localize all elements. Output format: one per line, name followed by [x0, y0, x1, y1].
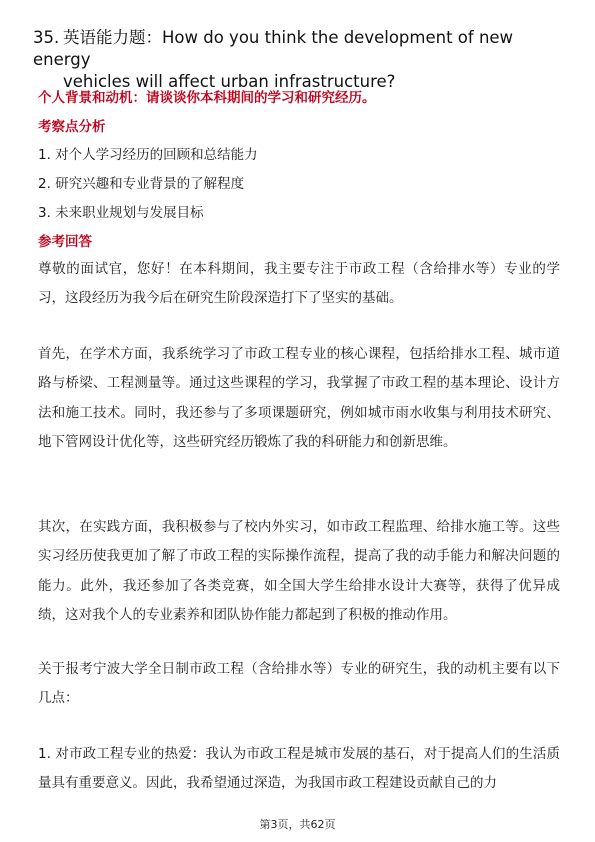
- analysis-item: 2. 研究兴趣和专业背景的了解程度: [38, 176, 245, 192]
- answer-heading: 参考回答: [38, 234, 92, 250]
- question-line-1: 英语能力题：How do you think the development of new energy: [33, 28, 514, 69]
- answer-paragraph: 关于报考宁波大学全日制市政工程（含给排水等）专业的研究生，我的动机主要有以下几点：: [38, 661, 560, 707]
- answer-paragraph: 尊敬的面试官，您好！在本科期间，我主要专注于市政工程（含给排水等）专业的学习，这段经历为我今后在研究生阶段深造打下了坚实的基础。: [38, 261, 560, 307]
- question-title: [33, 27, 563, 93]
- analysis-item: 3. 未来职业规划与发展目标: [38, 205, 204, 221]
- question-number: 35.: [33, 28, 60, 47]
- answer-paragraph: 1. 对市政工程专业的热爱：我认为市政工程是城市发展的基石，对于提高人们的生活质量具有重要意义。因此，我希望通过深造，为我国市政工程建设贡献自己的力: [38, 746, 560, 792]
- answer-paragraph: 首先，在学术方面，我系统学习了市政工程专业的核心课程，包括给排水工程、城市道路与桥梁、工程测量等。通过这些课程的学习，我掌握了市政工程的基本理论、设计方法和施工技术。同时，我还参与了多项课题研究，例如城市雨水收集与利用技术研究、地下管网设计优化等，这些研究经历锻炼了我的科研能力和创新思维。: [38, 346, 560, 450]
- analysis-item: 1. 对个人学习经历的回顾和总结能力: [38, 147, 258, 163]
- page-footer: 第3页，共62页: [259, 818, 336, 831]
- question-line-2: vehicles will affect urban infrastructure?: [63, 72, 396, 91]
- analysis-heading: 考察点分析: [38, 119, 106, 135]
- answer-paragraph: 其次，在实践方面，我积极参与了校内外实习，如市政工程监理、给排水施工等。这些实习经历使我更加了解了市政工程的实际操作流程，提高了我的动手能力和解决问题的能力。此外，我还参加了各类竞赛，如全国大学生给排水设计大赛等，获得了优异成绩，这对我个人的专业素养和团队协作能力都起到了积极的推动作用。: [38, 519, 560, 623]
- section-heading: 个人背景和动机：请谈谈你本科期间的学习和研究经历。: [38, 90, 376, 106]
